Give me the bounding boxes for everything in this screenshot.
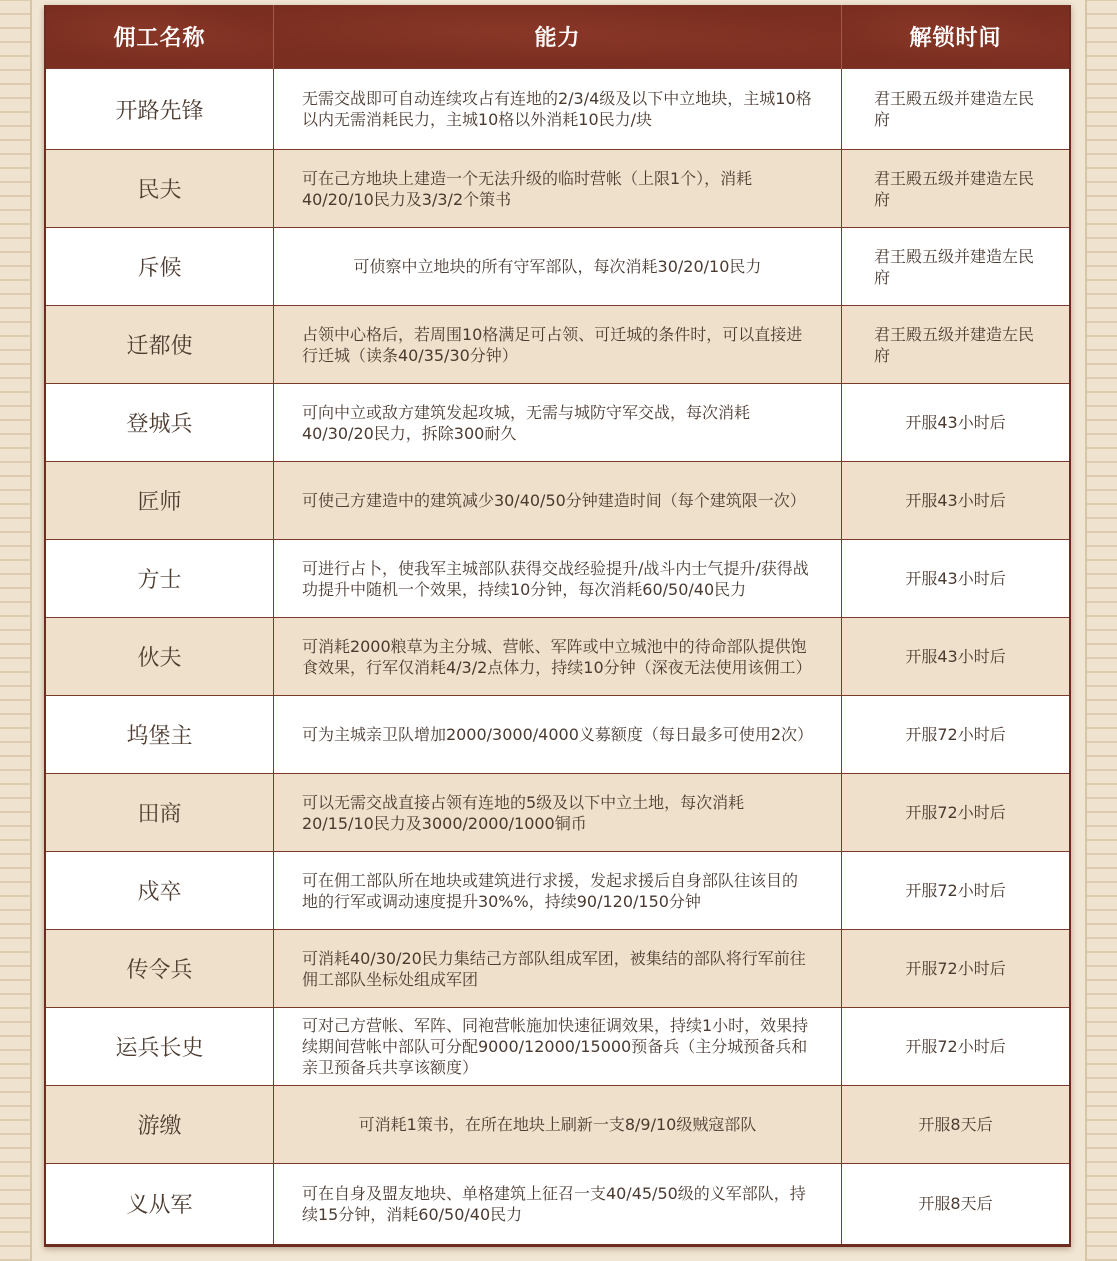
row-name: 田商 [46, 774, 273, 852]
row-unlock: 开服43小时后 [842, 462, 1069, 540]
row-ability: 可消耗2000粮草为主分城、营帐、军阵或中立城池中的待命部队提供饱食效果，行军仅消耗4/3/2点体力，持续10分钟（深夜无法使用该佣工） [273, 618, 841, 696]
row-ability: 无需交战即可自动连续攻占有连地的2/3/4级及以下中立地块，主城10格以内无需消耗民力，主城10格以外消耗10民力/块 [273, 69, 841, 150]
row-name: 义从军 [46, 1164, 273, 1244]
decorative-border-right [1085, 0, 1117, 1261]
row-name: 传令兵 [46, 930, 273, 1008]
table-row [46, 618, 1069, 696]
row-name: 方士 [46, 540, 273, 618]
table-row [46, 774, 1069, 852]
row-unlock: 开服8天后 [842, 1086, 1069, 1164]
table-row [46, 1086, 1069, 1164]
row-ability: 可为主城亲卫队增加2000/3000/4000义募额度（每日最多可使用2次） [273, 696, 841, 774]
row-unlock: 开服43小时后 [842, 540, 1069, 618]
row-unlock: 开服43小时后 [842, 618, 1069, 696]
mercenary-table [46, 5, 1069, 1244]
row-ability: 可向中立或敌方建筑发起攻城，无需与城防守军交战，每次消耗40/30/20民力，拆除300耐久 [273, 384, 841, 462]
table-row [46, 1008, 1069, 1086]
row-unlock: 君王殿五级并建造左民府 [842, 228, 1069, 306]
row-unlock: 君王殿五级并建造左民府 [842, 69, 1069, 150]
row-ability: 可对己方营帐、军阵、同袍营帐施加快速征调效果，持续1小时，效果持续期间营帐中部队可分配9000/12000/15000预备兵（主分城预备兵和亲卫预备兵共享该额度） [273, 1008, 841, 1086]
row-ability: 可在佣工部队所在地块或建筑进行求援，发起求援后自身部队往该目的地的行军或调动速度提升30%%，持续90/120/150分钟 [273, 852, 841, 930]
row-unlock: 开服72小时后 [842, 852, 1069, 930]
row-name: 伙夫 [46, 618, 273, 696]
row-ability: 可在自身及盟友地块、单格建筑上征召一支40/45/50级的义军部队，持续15分钟，消耗60/50/40民力 [273, 1164, 841, 1244]
header-unlock: 解锁时间 [842, 5, 1069, 69]
row-unlock: 君王殿五级并建造左民府 [842, 150, 1069, 228]
table-row [46, 696, 1069, 774]
row-unlock: 开服72小时后 [842, 696, 1069, 774]
table-row [46, 384, 1069, 462]
row-ability: 可进行占卜，使我军主城部队获得交战经验提升/战斗内士气提升/获得战功提升中随机一个效果，持续10分钟，每次消耗60/50/40民力 [273, 540, 841, 618]
row-ability: 可消耗1策书，在所在地块上刷新一支8/9/10级贼寇部队 [273, 1086, 841, 1164]
table-header-row [46, 5, 1069, 69]
row-name: 匠师 [46, 462, 273, 540]
table-row [46, 930, 1069, 1008]
row-unlock: 开服8天后 [842, 1164, 1069, 1244]
row-name: 斥候 [46, 228, 273, 306]
row-name: 登城兵 [46, 384, 273, 462]
row-unlock: 君王殿五级并建造左民府 [842, 306, 1069, 384]
table-row [46, 1164, 1069, 1244]
decorative-border-left [0, 0, 32, 1261]
header-ability: 能力 [273, 5, 841, 69]
row-name: 开路先锋 [46, 69, 273, 150]
table-row [46, 852, 1069, 930]
header-name: 佣工名称 [46, 5, 273, 69]
row-ability: 可在己方地块上建造一个无法升级的临时营帐（上限1个），消耗40/20/10民力及3/3/2个策书 [273, 150, 841, 228]
row-name: 游缴 [46, 1086, 273, 1164]
row-name: 民夫 [46, 150, 273, 228]
table-row [46, 69, 1069, 150]
row-name: 运兵长史 [46, 1008, 273, 1086]
row-unlock: 开服72小时后 [842, 930, 1069, 1008]
table-row [46, 150, 1069, 228]
row-name: 戍卒 [46, 852, 273, 930]
table-row [46, 462, 1069, 540]
table-row [46, 228, 1069, 306]
row-ability: 可以无需交战直接占领有连地的5级及以下中立土地，每次消耗20/15/10民力及3000/2000/1000铜币 [273, 774, 841, 852]
mercenary-table-container [44, 5, 1071, 1247]
table-row [46, 306, 1069, 384]
row-ability: 可使己方建造中的建筑减少30/40/50分钟建造时间（每个建筑限一次） [273, 462, 841, 540]
row-name: 迁都使 [46, 306, 273, 384]
row-ability: 占领中心格后，若周围10格满足可占领、可迁城的条件时，可以直接进行迁城（读条40/35/30分钟） [273, 306, 841, 384]
row-unlock: 开服43小时后 [842, 384, 1069, 462]
table-row [46, 540, 1069, 618]
row-ability: 可消耗40/30/20民力集结己方部队组成军团，被集结的部队将行军前往佣工部队坐标处组成军团 [273, 930, 841, 1008]
row-unlock: 开服72小时后 [842, 1008, 1069, 1086]
row-unlock: 开服72小时后 [842, 774, 1069, 852]
row-name: 坞堡主 [46, 696, 273, 774]
row-ability: 可侦察中立地块的所有守军部队，每次消耗30/20/10民力 [273, 228, 841, 306]
